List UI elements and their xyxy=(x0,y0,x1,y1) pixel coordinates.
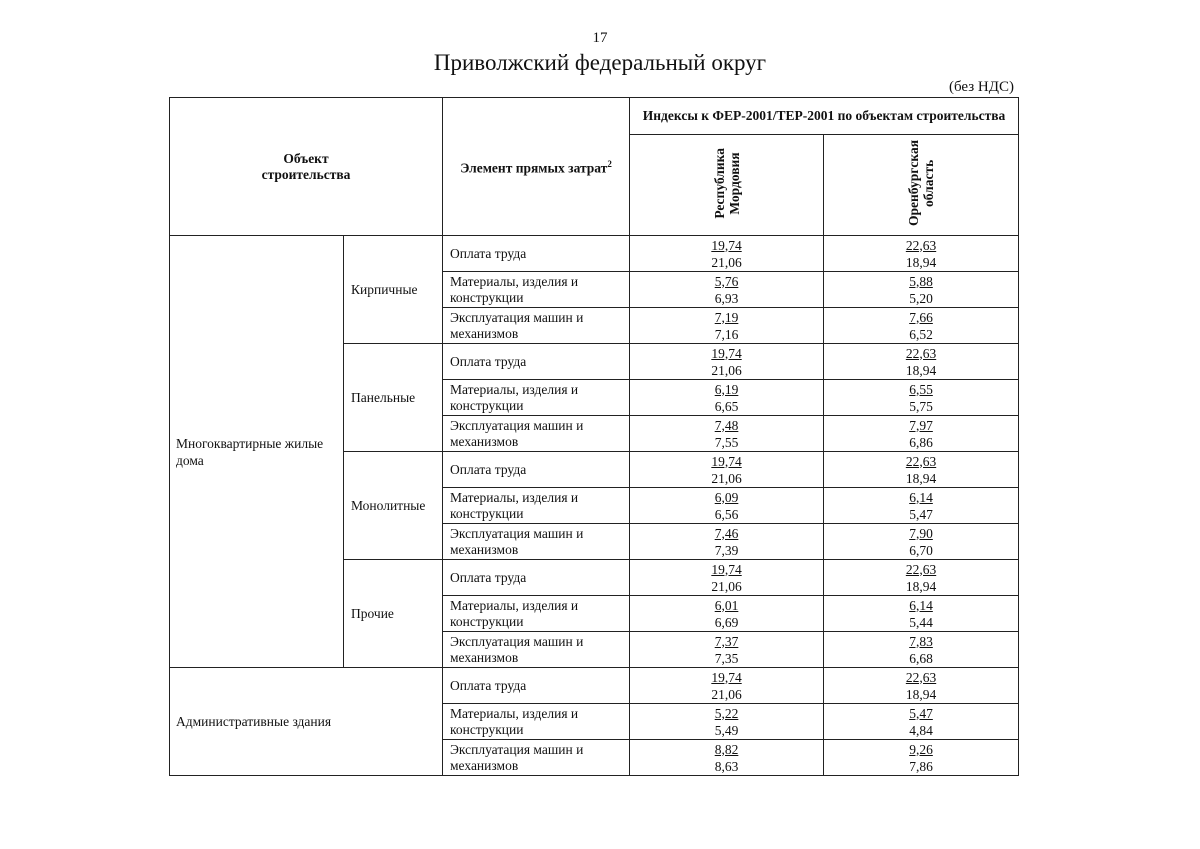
element-label: Материалы, изделия и конструкции xyxy=(450,597,579,629)
subgroup-label: Кирпичные xyxy=(351,281,418,297)
index-value-bottom: 18,94 xyxy=(905,686,937,702)
element-cell xyxy=(443,740,630,776)
element-cell xyxy=(443,560,630,596)
value-cell-orenburg xyxy=(824,308,1019,344)
value-cell-mordovia xyxy=(630,524,824,560)
element-label: Эксплуатация машин и механизмов xyxy=(450,741,584,773)
index-value-bottom: 8,63 xyxy=(714,758,739,774)
value-cell-mordovia xyxy=(630,416,824,452)
index-value-top: 7,19 xyxy=(714,309,739,325)
element-cell xyxy=(443,524,630,560)
value-cell-mordovia xyxy=(630,452,824,488)
element-label: Оплата труда xyxy=(450,245,527,261)
index-value-bottom: 21,06 xyxy=(711,470,742,486)
subgroup-cell xyxy=(344,344,443,452)
element-label: Эксплуатация машин и механизмов xyxy=(450,633,584,665)
index-value-bottom: 5,49 xyxy=(714,722,739,738)
index-value-top: 19,74 xyxy=(711,237,742,253)
value-cell-orenburg xyxy=(824,668,1019,704)
element-label: Эксплуатация машин и механизмов xyxy=(450,309,584,341)
subgroup-label: Монолитные xyxy=(351,497,426,513)
value-cell-orenburg xyxy=(824,488,1019,524)
element-label: Материалы, изделия и конструкции xyxy=(450,705,579,737)
index-value-top: 22,63 xyxy=(905,237,937,253)
index-value-top: 19,74 xyxy=(711,561,742,577)
index-value-top: 8,82 xyxy=(714,741,739,757)
element-cell xyxy=(443,344,630,380)
element-cell xyxy=(443,488,630,524)
value-cell-orenburg xyxy=(824,560,1019,596)
footnote-marker: 2 xyxy=(607,159,612,170)
element-cell xyxy=(443,272,630,308)
subgroup-cell xyxy=(344,560,443,668)
object-cell xyxy=(170,668,443,776)
element-label: Оплата труда xyxy=(450,353,527,369)
index-value-bottom: 18,94 xyxy=(905,254,937,270)
index-value-top: 19,74 xyxy=(711,669,742,685)
index-value-top: 7,46 xyxy=(714,525,739,541)
table-row xyxy=(170,668,1019,704)
element-label: Эксплуатация машин и механизмов xyxy=(450,525,584,557)
index-value-bottom: 5,47 xyxy=(909,506,933,522)
value-cell-orenburg xyxy=(824,740,1019,776)
index-value-top: 6,01 xyxy=(714,597,739,613)
index-value-top: 22,63 xyxy=(905,669,937,685)
index-value-bottom: 21,06 xyxy=(711,686,742,702)
vat-note: (без НДС) xyxy=(948,79,1014,95)
element-cell xyxy=(443,308,630,344)
object-label: Многоквартирные жилые дома xyxy=(176,435,324,468)
element-cell xyxy=(443,452,630,488)
index-value-bottom: 18,94 xyxy=(905,578,937,594)
element-cell xyxy=(443,236,630,272)
index-value-bottom: 6,65 xyxy=(714,398,739,414)
header-region-mordovia xyxy=(630,135,824,236)
index-value-top: 6,14 xyxy=(909,489,933,505)
element-cell xyxy=(443,596,630,632)
index-value-top: 5,22 xyxy=(714,705,739,721)
index-value-top: 6,55 xyxy=(909,381,933,397)
index-value-top: 22,63 xyxy=(905,453,937,469)
header-indices xyxy=(630,98,1019,135)
index-table xyxy=(169,97,1019,776)
index-value-top: 6,14 xyxy=(909,597,933,613)
subgroup-label: Прочие xyxy=(351,605,394,621)
index-value-bottom: 6,93 xyxy=(714,290,739,306)
value-cell-mordovia xyxy=(630,740,824,776)
value-cell-orenburg xyxy=(824,704,1019,740)
element-cell xyxy=(443,704,630,740)
table-body xyxy=(170,236,1019,776)
index-value-top: 22,63 xyxy=(905,561,937,577)
element-label: Материалы, изделия и конструкции xyxy=(450,273,579,305)
value-cell-mordovia xyxy=(630,308,824,344)
header-object-text: Объект строительства xyxy=(261,150,351,182)
index-value-bottom: 21,06 xyxy=(711,362,742,378)
value-cell-orenburg xyxy=(824,524,1019,560)
index-value-bottom: 6,86 xyxy=(909,434,933,450)
index-value-top: 6,19 xyxy=(714,381,739,397)
element-cell xyxy=(443,632,630,668)
element-cell xyxy=(443,380,630,416)
value-cell-mordovia xyxy=(630,596,824,632)
index-value-top: 5,76 xyxy=(714,273,739,289)
value-cell-orenburg xyxy=(824,416,1019,452)
element-label: Оплата труда xyxy=(450,461,527,477)
value-cell-orenburg xyxy=(824,236,1019,272)
region-label: Оренбургская область xyxy=(906,139,937,227)
index-value-bottom: 7,86 xyxy=(909,758,933,774)
index-value-top: 7,90 xyxy=(909,525,933,541)
region-label: Республика Мордовия xyxy=(711,147,742,219)
value-cell-orenburg xyxy=(824,632,1019,668)
value-cell-mordovia xyxy=(630,272,824,308)
subgroup-cell xyxy=(344,236,443,344)
index-value-bottom: 5,44 xyxy=(909,614,933,630)
index-value-top: 7,66 xyxy=(909,309,933,325)
value-cell-mordovia xyxy=(630,344,824,380)
value-cell-orenburg xyxy=(824,596,1019,632)
value-cell-mordovia xyxy=(630,380,824,416)
index-value-top: 5,88 xyxy=(909,273,933,289)
element-label: Оплата труда xyxy=(450,677,527,693)
page-number: 17 xyxy=(592,30,608,46)
index-value-top: 7,48 xyxy=(714,417,739,433)
index-value-top: 19,74 xyxy=(711,453,742,469)
object-cell xyxy=(170,236,344,668)
value-cell-mordovia xyxy=(630,488,824,524)
value-cell-orenburg xyxy=(824,380,1019,416)
index-value-bottom: 7,35 xyxy=(714,650,739,666)
subgroup-cell xyxy=(344,452,443,560)
header-region-orenburg xyxy=(824,135,1019,236)
index-value-bottom: 7,39 xyxy=(714,542,739,558)
index-value-bottom: 5,75 xyxy=(909,398,933,414)
value-cell-mordovia xyxy=(630,704,824,740)
page-title: Приволжский федеральный округ xyxy=(433,50,767,75)
index-value-top: 7,37 xyxy=(714,633,739,649)
table-row xyxy=(170,236,1019,272)
value-cell-orenburg xyxy=(824,272,1019,308)
element-label: Эксплуатация машин и механизмов xyxy=(450,417,584,449)
index-value-bottom: 7,16 xyxy=(714,326,739,342)
header-element xyxy=(443,98,630,236)
header-element-text: Элемент прямых затрат xyxy=(460,160,608,176)
index-value-bottom: 5,20 xyxy=(909,290,933,306)
index-value-top: 7,83 xyxy=(909,633,933,649)
index-value-top: 22,63 xyxy=(905,345,937,361)
index-value-bottom: 6,68 xyxy=(909,650,933,666)
value-cell-mordovia xyxy=(630,236,824,272)
element-label: Оплата труда xyxy=(450,569,527,585)
value-cell-mordovia xyxy=(630,668,824,704)
index-value-bottom: 6,69 xyxy=(714,614,739,630)
subgroup-label: Панельные xyxy=(351,389,416,405)
index-value-bottom: 6,56 xyxy=(714,506,739,522)
element-label: Материалы, изделия и конструкции xyxy=(450,489,579,521)
header-object xyxy=(170,98,443,236)
element-cell xyxy=(443,668,630,704)
index-value-bottom: 7,55 xyxy=(714,434,739,450)
index-value-top: 5,47 xyxy=(909,705,933,721)
index-value-top: 7,97 xyxy=(909,417,933,433)
index-value-bottom: 21,06 xyxy=(711,578,742,594)
element-label: Материалы, изделия и конструкции xyxy=(450,381,579,413)
index-value-bottom: 18,94 xyxy=(905,470,937,486)
object-label: Административные здания xyxy=(176,714,332,729)
index-value-top: 19,74 xyxy=(711,345,742,361)
element-cell xyxy=(443,416,630,452)
index-value-bottom: 4,84 xyxy=(909,722,933,738)
value-cell-mordovia xyxy=(630,632,824,668)
index-value-top: 6,09 xyxy=(714,489,739,505)
value-cell-orenburg xyxy=(824,452,1019,488)
index-value-bottom: 21,06 xyxy=(711,254,742,270)
index-value-bottom: 6,52 xyxy=(909,326,933,342)
value-cell-orenburg xyxy=(824,344,1019,380)
header-indices-text: Индексы к ФЕР-2001/ТЕР-2001 по объектам строительства xyxy=(642,108,1006,123)
value-cell-mordovia xyxy=(630,560,824,596)
index-value-top: 9,26 xyxy=(909,741,933,757)
index-value-bottom: 18,94 xyxy=(905,362,937,378)
index-value-bottom: 6,70 xyxy=(909,542,933,558)
